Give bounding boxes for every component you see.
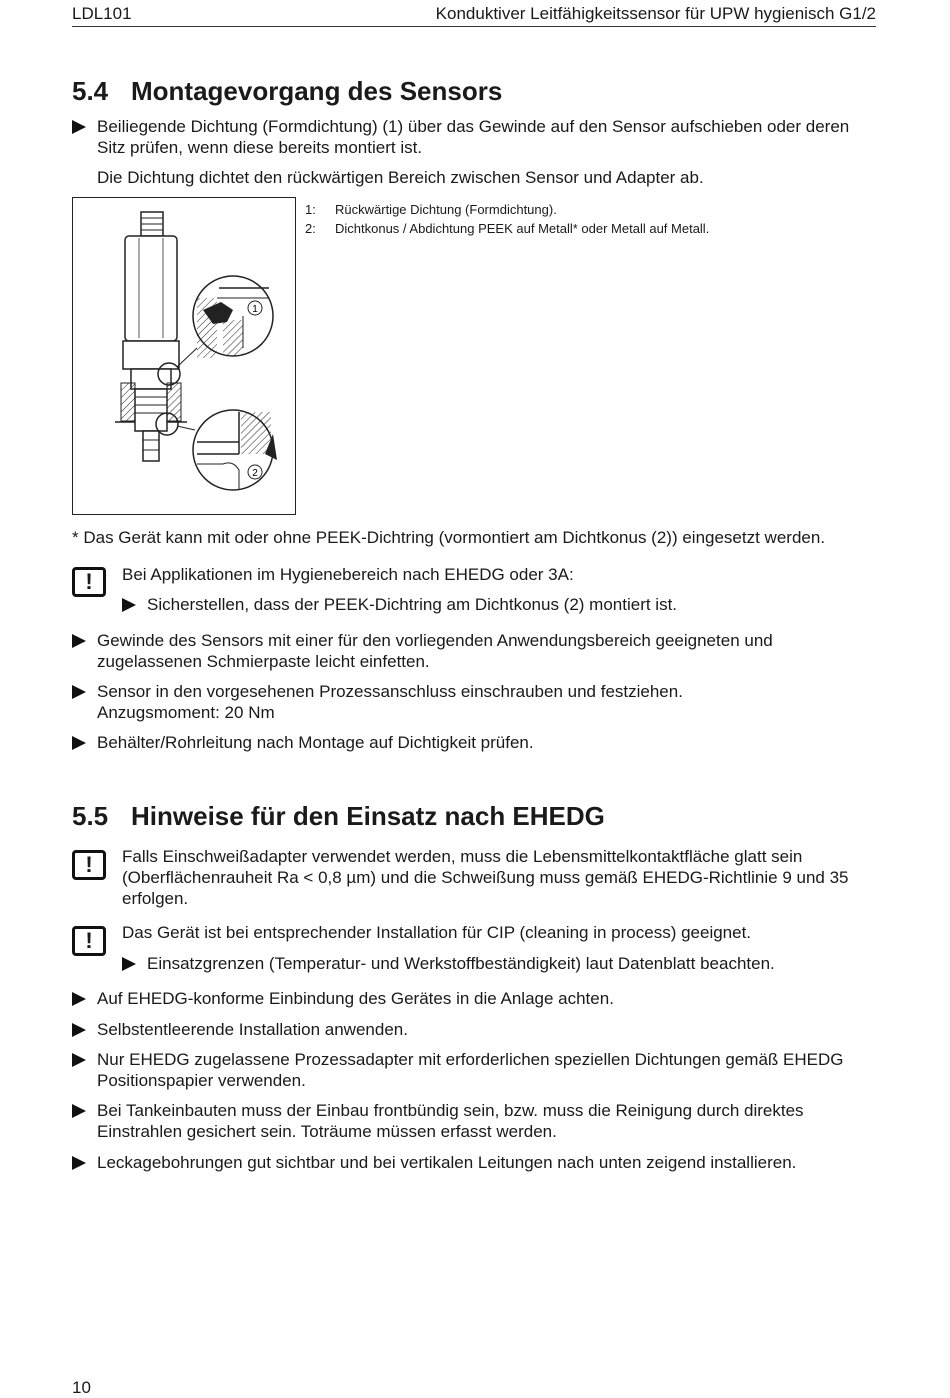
instruction-step bbox=[72, 1019, 882, 1040]
step-text: Einsatzgrenzen (Temperatur- und Werkstoffbeständigkeit) laut Datenblatt beachten. bbox=[147, 954, 775, 973]
section-number: 5.5 bbox=[72, 801, 109, 831]
figure-footnote: * Das Gerät kann mit oder ohne PEEK-Dichtring (vormontiert am Dichtkonus (2)) eingesetzt werden. bbox=[72, 528, 826, 547]
section-title: Hinweise für den Einsatz nach EHEDG bbox=[131, 801, 605, 831]
bullet-arrow-icon bbox=[72, 736, 86, 750]
note-sub-step bbox=[122, 594, 872, 615]
step-text: Leckagebohrungen gut sichtbar und bei vertikalen Leitungen nach unten zeigend installieren. bbox=[97, 1153, 797, 1172]
note-text: Falls Einschweißadapter verwendet werden, muss die Lebensmittelkontaktfläche glatt sein (Oberflächenrauheit Ra < 0,8 µm) und die Schweißung muss gemäß EHEDG-Richtlinie 9 und 35 erfolgen. bbox=[122, 847, 849, 908]
header-product-title: Konduktiver Leitfähigkeitssensor für UPW hygienisch G1/2 bbox=[435, 4, 876, 23]
bullet-arrow-icon bbox=[72, 120, 86, 134]
step-text: Bei Tankeinbauten muss der Einbau frontbündig sein, bzw. muss die Reinigung durch direktes Einstrahlen gesichert sein. Toträume müssen erfasst werden. bbox=[97, 1101, 804, 1141]
header-product-code: LDL101 bbox=[72, 4, 132, 23]
step-text: Beiliegende Dichtung (Formdichtung) (1) über das Gewinde auf den Sensor aufschieben oder deren Sitz prüfen, wenn diese bereits montiert ist. bbox=[97, 117, 850, 157]
bullet-arrow-icon bbox=[72, 634, 86, 648]
callout-2: 2 bbox=[252, 468, 258, 479]
instruction-step bbox=[72, 630, 882, 672]
bullet-arrow-icon bbox=[72, 685, 86, 699]
step-text: Sicherstellen, dass der PEEK-Dichtring am Dichtkonus (2) montiert ist. bbox=[147, 595, 678, 614]
warning-exclamation-icon: ! bbox=[72, 567, 106, 597]
bullet-arrow-icon bbox=[122, 598, 136, 612]
sensor-mounting-figure bbox=[72, 197, 296, 515]
step-text: Selbstentleerende Installation anwenden. bbox=[97, 1020, 408, 1039]
instruction-step bbox=[72, 1152, 882, 1173]
bullet-arrow-icon bbox=[72, 992, 86, 1006]
legend-text: Rückwärtige Dichtung (Formdichtung). bbox=[335, 202, 557, 217]
page-number: 10 bbox=[72, 1378, 91, 1397]
bullet-arrow-icon bbox=[122, 957, 136, 971]
note-text: Bei Applikationen im Hygienebereich nach EHEDG oder 3A: bbox=[122, 565, 574, 584]
callout-1: 1 bbox=[252, 304, 258, 315]
bullet-arrow-icon bbox=[72, 1156, 86, 1170]
figure-legend-item bbox=[305, 200, 557, 220]
legend-key: 2: bbox=[305, 221, 316, 236]
step-text: Auf EHEDG-konforme Einbindung des Gerätes in die Anlage achten. bbox=[97, 989, 614, 1008]
note-text: Das Gerät ist bei entsprechender Installation für CIP (cleaning in process) geeignet. bbox=[122, 923, 752, 942]
legend-text: Dichtkonus / Abdichtung PEEK auf Metall* oder Metall auf Metall. bbox=[335, 221, 710, 236]
instruction-step bbox=[72, 1100, 882, 1142]
warning-exclamation-icon: ! bbox=[72, 850, 106, 880]
step-text: Sensor in den vorgesehenen Prozessanschluss einschrauben und festziehen. bbox=[97, 682, 683, 701]
header-divider bbox=[72, 26, 876, 27]
figure-legend-item bbox=[305, 219, 709, 239]
legend-key: 1: bbox=[305, 202, 316, 217]
section-title: Montagevorgang des Sensors bbox=[131, 76, 503, 106]
sensor-diagram bbox=[73, 198, 295, 514]
warning-exclamation-icon: ! bbox=[72, 926, 106, 956]
bullet-arrow-icon bbox=[72, 1053, 86, 1067]
instruction-step bbox=[72, 988, 882, 1009]
instruction-step bbox=[72, 1049, 882, 1091]
instruction-step bbox=[72, 732, 882, 753]
section-5-5-heading bbox=[72, 801, 605, 832]
torque-value: Anzugsmoment: 20 Nm bbox=[97, 703, 275, 722]
result-arrow-icon bbox=[72, 171, 86, 185]
bullet-arrow-icon bbox=[72, 1104, 86, 1118]
instruction-step bbox=[72, 116, 882, 158]
result-step bbox=[72, 167, 882, 188]
note-sub-step bbox=[122, 953, 872, 974]
section-number: 5.4 bbox=[72, 76, 109, 106]
bullet-arrow-icon bbox=[72, 1023, 86, 1037]
step-text: Behälter/Rohrleitung nach Montage auf Dichtigkeit prüfen. bbox=[97, 733, 534, 752]
section-5-4-heading bbox=[72, 76, 502, 107]
step-text: Gewinde des Sensors mit einer für den vorliegenden Anwendungsbereich geeigneten und zugelassenen Schmierpaste leicht einfetten. bbox=[97, 631, 773, 671]
instruction-step bbox=[72, 681, 882, 723]
step-text: Nur EHEDG zugelassene Prozessadapter mit erforderlichen speziellen Dichtungen gemäß EHEDG Positionspapier verwenden. bbox=[97, 1050, 844, 1090]
result-text: Die Dichtung dichtet den rückwärtigen Bereich zwischen Sensor und Adapter ab. bbox=[97, 168, 704, 187]
